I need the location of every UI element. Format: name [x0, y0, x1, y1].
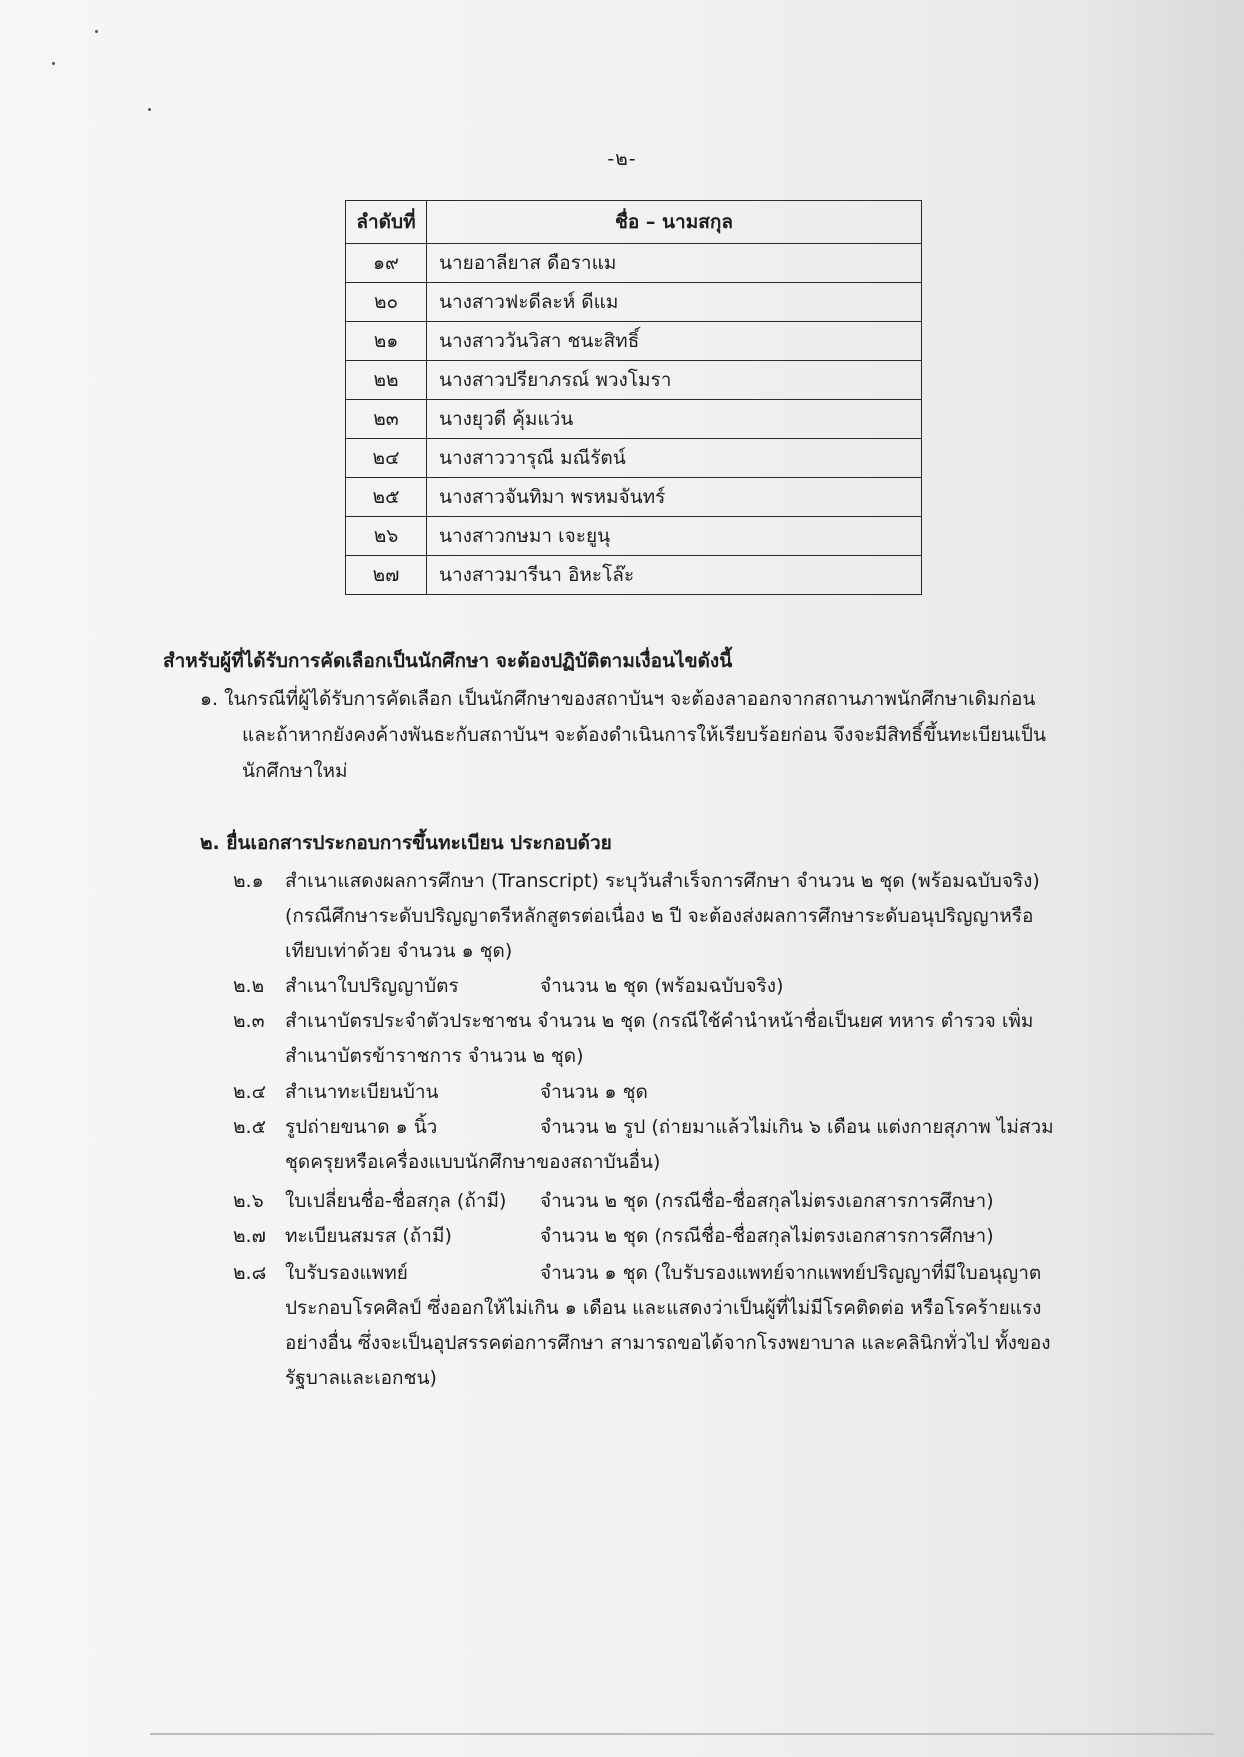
- sub-item-number: ๒.๖: [233, 1190, 264, 1212]
- sub4-label: สำเนาทะเบียนบ้าน: [285, 1081, 439, 1103]
- table-row: [346, 283, 922, 322]
- scan-speck: [52, 62, 55, 65]
- row-name: นางสาวฟะดีละห์ ดีแม: [427, 283, 922, 322]
- column-header-name: ชื่อ – นามสกุล: [427, 201, 922, 244]
- table-row: [346, 439, 922, 478]
- scan-bottom-rule: [150, 1733, 1214, 1735]
- scan-speck: [148, 108, 151, 111]
- table-row: [346, 478, 922, 517]
- sub6-detail: จำนวน ๒ ชุด (กรณีชื่อ-ชื่อสกุลไม่ตรงเอกสารการศึกษา): [540, 1190, 994, 1212]
- row-name: นางสาวจันทิมา พรหมจันทร์: [427, 478, 922, 517]
- sub-item-number: ๒.๕: [233, 1116, 266, 1138]
- sub7-detail: จำนวน ๒ ชุด (กรณีชื่อ-ชื่อสกุลไม่ตรงเอกสารการศึกษา): [540, 1225, 994, 1247]
- sub4-detail: จำนวน ๑ ชุด: [540, 1081, 648, 1103]
- sub8-detail: จำนวน ๑ ชุด (ใบรับรองแพทย์จากแพทย์ปริญญาที่มีใบอนุญาต: [540, 1262, 1042, 1284]
- sub1-line1: สำเนาแสดงผลการศึกษา (Transcript) ระบุวันสำเร็จการศึกษา จำนวน ๒ ชุด (พร้อมฉบับจริง): [285, 870, 1040, 892]
- row-name: นางสาววันวิสา ชนะสิทธิ์: [427, 322, 922, 361]
- row-number: ๒๒: [346, 361, 427, 400]
- row-name: นางสาวมารีนา อิหะโล๊ะ: [427, 556, 922, 595]
- sub-item-number: ๒.๒: [233, 975, 265, 997]
- sub6-label: ใบเปลี่ยนชื่อ-ชื่อสกุล (ถ้ามี): [285, 1190, 507, 1212]
- conditions-heading: สำหรับผู้ที่ได้รับการคัดเลือกเป็นนักศึกษา จะต้องปฏิบัติตามเงื่อนไขดังนี้: [163, 650, 733, 672]
- sub3-line2: สำเนาบัตรข้าราชการ จำนวน ๒ ชุด): [285, 1045, 584, 1067]
- page-number: -๒-: [607, 148, 637, 170]
- sub1-line2: (กรณีศึกษาระดับปริญญาตรีหลักสูตรต่อเนื่อง ๒ ปี จะต้องส่งผลการศึกษาระดับอนุปริญญาหรือ: [285, 905, 1034, 927]
- item1-line1: ๑. ในกรณีที่ผู้ได้รับการคัดเลือก เป็นนักศึกษาของสถาบันฯ จะต้องลาออกจากสถานภาพนักศึกษาเดิมก่อน: [200, 688, 1036, 710]
- item2-heading: ๒. ยื่นเอกสารประกอบการขึ้นทะเบียน ประกอบด้วย: [200, 832, 612, 854]
- table-row: [346, 244, 922, 283]
- table-row: [346, 556, 922, 595]
- sub5-line2: ชุดครุยหรือเครื่องแบบนักศึกษาของสถาบันอื่น): [285, 1151, 661, 1173]
- row-number: ๒๕: [346, 478, 427, 517]
- row-number: ๒๗: [346, 556, 427, 595]
- row-number: ๒๖: [346, 517, 427, 556]
- row-name: นางสาววารุณี มณีรัตน์: [427, 439, 922, 478]
- row-number: ๒๔: [346, 439, 427, 478]
- row-number: ๒๑: [346, 322, 427, 361]
- sub5-detail: จำนวน ๒ รูป (ถ่ายมาแล้วไม่เกิน ๖ เดือน แต่งกายสุภาพ ไม่สวม: [540, 1116, 1054, 1138]
- sub3-line1: สำเนาบัตรประจำตัวประชาชน จำนวน ๒ ชุด (กรณีใช้คำนำหน้าชื่อเป็นยศ ทหาร ตำรวจ เพิ่ม: [285, 1010, 1034, 1032]
- sub-item-number: ๒.๗: [233, 1225, 266, 1247]
- table-row: [346, 322, 922, 361]
- sub5-label: รูปถ่ายขนาด ๑ นิ้ว: [285, 1116, 438, 1138]
- row-number: ๒๓: [346, 400, 427, 439]
- sub8-line2: ประกอบโรคศิลป์ ซึ่งออกให้ไม่เกิน ๑ เดือน และแสดงว่าเป็นผู้ที่ไม่มีโรคติดต่อ หรือโรคร้ายแรง: [285, 1297, 1042, 1319]
- table-row: [346, 361, 922, 400]
- row-name: นางสาวปรียาภรณ์ พวงโมรา: [427, 361, 922, 400]
- names-table: [345, 200, 922, 595]
- sub-item-number: ๒.๔: [233, 1081, 266, 1103]
- sub8-line3: อย่างอื่น ซึ่งจะเป็นอุปสรรคต่อการศึกษา สามารถขอได้จากโรงพยาบาล และคลินิกทั่วไป ทั้งของ: [285, 1332, 1051, 1354]
- sub8-label: ใบรับรองแพทย์: [285, 1262, 408, 1284]
- sub2-detail: จำนวน ๒ ชุด (พร้อมฉบับจริง): [540, 975, 784, 997]
- sub-item-number: ๒.๘: [233, 1262, 267, 1284]
- sub2-label: สำเนาใบปริญญาบัตร: [285, 975, 459, 997]
- table-row: [346, 517, 922, 556]
- scan-shading: [1084, 0, 1244, 1757]
- item1-line3: นักศึกษาใหม่: [242, 760, 348, 782]
- sub-item-number: ๒.๑: [233, 870, 264, 892]
- table-header-row: [346, 201, 922, 244]
- row-number: ๑๙: [346, 244, 427, 283]
- row-name: นางยุวดี คุ้มแว่น: [427, 400, 922, 439]
- scan-speck: [95, 30, 98, 33]
- sub7-label: ทะเบียนสมรส (ถ้ามี): [285, 1225, 452, 1247]
- column-header-number: ลำดับที่: [346, 201, 427, 244]
- row-name: นางสาวกษมา เจะยูนุ: [427, 517, 922, 556]
- sub-item-number: ๒.๓: [233, 1010, 265, 1032]
- sub8-line4: รัฐบาลและเอกชน): [285, 1367, 437, 1389]
- sub1-line3: เทียบเท่าด้วย จำนวน ๑ ชุด): [285, 940, 513, 962]
- item1-line2: และถ้าหากยังคงค้างพันธะกับสถาบันฯ จะต้องดำเนินการให้เรียบร้อยก่อน จึงจะมีสิทธิ์ขึ้นทะเบียนเป็น: [242, 724, 1046, 746]
- row-number: ๒๐: [346, 283, 427, 322]
- row-name: นายอาลียาส ดือราแม: [427, 244, 922, 283]
- table-row: [346, 400, 922, 439]
